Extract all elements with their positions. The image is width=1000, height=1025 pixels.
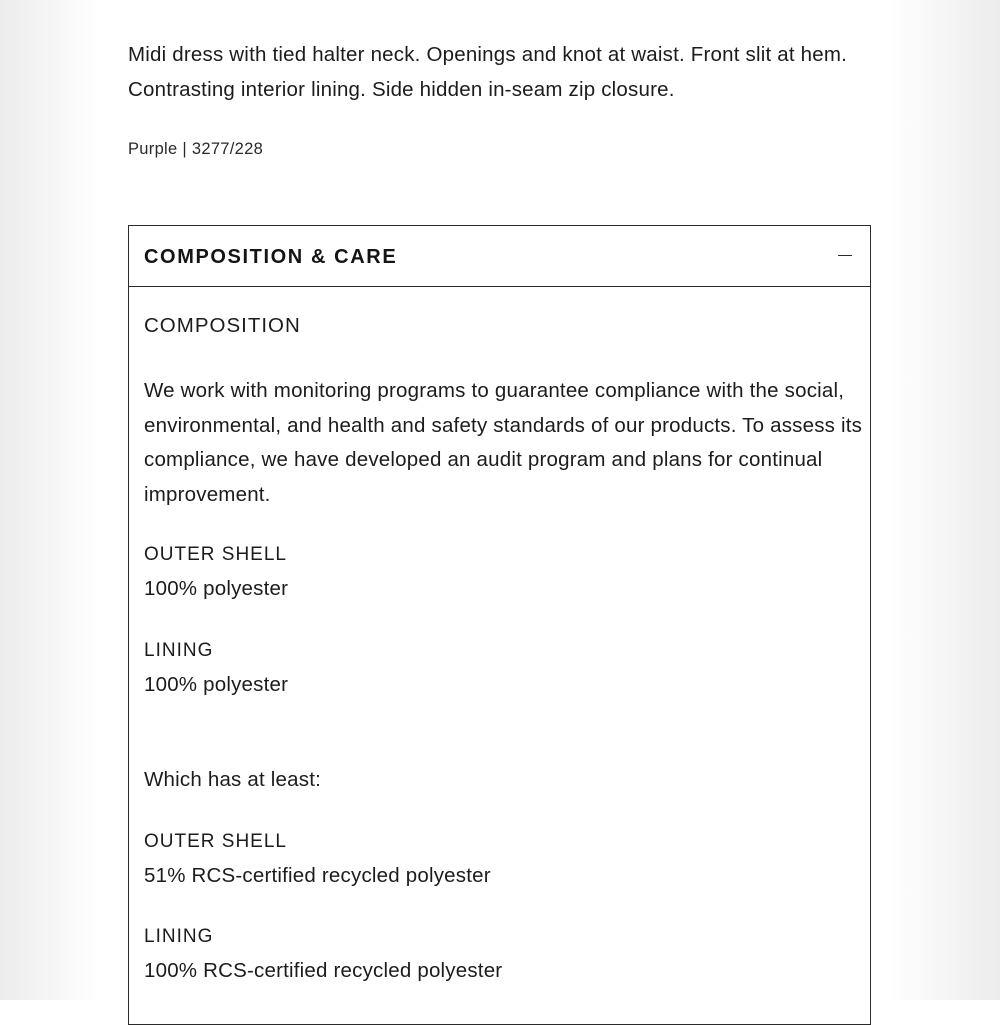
certified-value-outer-shell: 51% RCS-certified recycled polyester: [144, 864, 491, 887]
meta-separator: |: [182, 140, 187, 158]
product-reference: 3277/228: [191, 140, 264, 158]
accordion-header[interactable]: [129, 226, 870, 287]
product-color-reference: [128, 140, 263, 159]
material-value-lining: 100% polyester: [144, 673, 289, 696]
minus-icon[interactable]: [838, 255, 852, 256]
material-value-outer-shell: 100% polyester: [144, 577, 289, 600]
certified-part-outer-shell: OUTER SHELL: [144, 831, 287, 852]
certified-value-lining: 100% RCS-certified recycled polyester: [144, 959, 503, 982]
material-part-outer-shell: OUTER SHELL: [144, 544, 287, 565]
at-least-label: Which has at least:: [144, 768, 321, 791]
certified-part-lining: LINING: [144, 926, 214, 947]
composition-care-accordion: [128, 225, 871, 1025]
material-part-lining: LINING: [144, 640, 214, 661]
composition-heading: COMPOSITION: [144, 314, 301, 337]
accordion-title: COMPOSITION & CARE: [144, 246, 398, 268]
composition-intro: We work with monitoring programs to guarantee compliance with the social, environmental, and health and safety standards of our products. To assess its compliance, we have developed an audit program and plans for continual improvement.: [144, 379, 863, 506]
product-color: Purple: [128, 140, 178, 158]
product-description: Midi dress with tied halter neck. Openings and knot at waist. Front slit at hem. Contrasting interior lining. Side hidden in-seam zip closure.: [128, 43, 848, 101]
